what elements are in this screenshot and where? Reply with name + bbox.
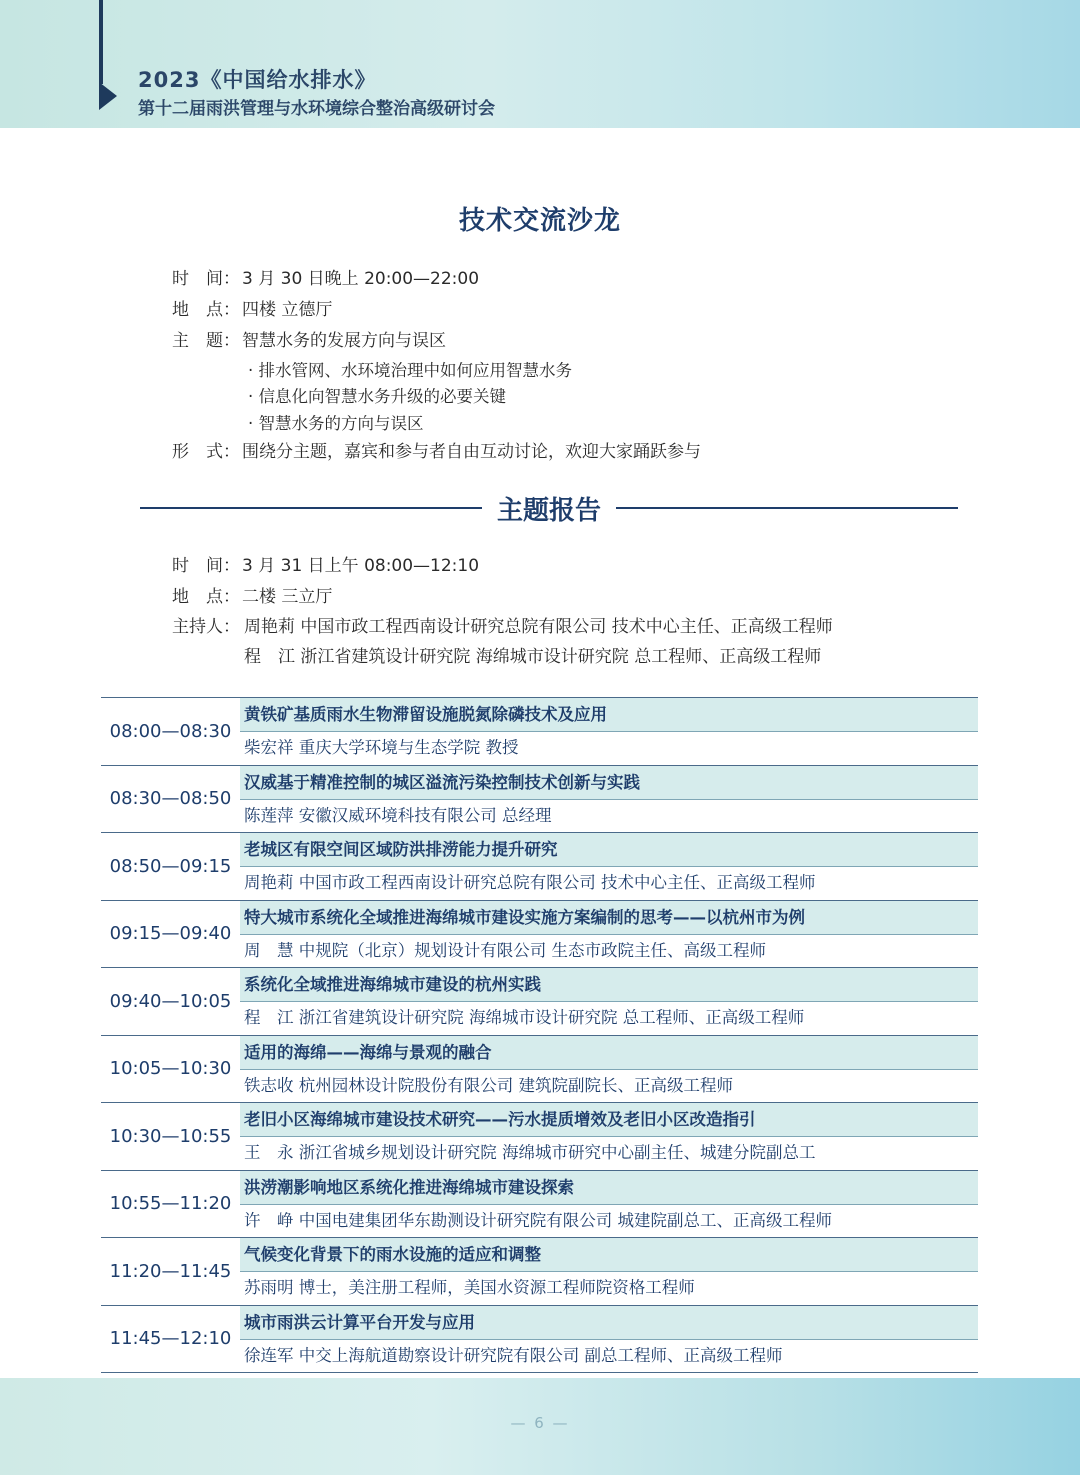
schedule-speaker: 柴宏祥 重庆大学环境与生态学院 教授 bbox=[244, 738, 519, 757]
schedule-topic: 特大城市系统化全域推进海绵城市建设实施方案编制的思考——以杭州市为例 bbox=[240, 901, 978, 935]
salon-format-value: 围绕分主题，嘉宾和参与者自由互动讨论，欢迎大家踊跃参与 bbox=[242, 442, 701, 462]
schedule-speaker: 徐连军 中交上海航道勘察设计研究院有限公司 副总工程师、正高级工程师 bbox=[244, 1345, 783, 1365]
report-place-label: 地 点： bbox=[172, 587, 240, 607]
header-band bbox=[0, 0, 1080, 128]
report-place bbox=[172, 582, 332, 607]
schedule-speaker: 许 峥 中国电建集团华东勘测设计研究院有限公司 城建院副总工、正高级工程师 bbox=[244, 1210, 832, 1230]
schedule-time: 10:30—10:55 bbox=[109, 1125, 232, 1147]
schedule-speaker: 苏雨明 博士，美注册工程师，美国水资源工程师院资格工程师 bbox=[244, 1278, 695, 1297]
schedule-topic: 气候变化背景下的雨水设施的适应和调整 bbox=[240, 1238, 978, 1272]
schedule-row bbox=[101, 1306, 978, 1374]
report-host-2: 程 江 浙江省建筑设计研究院 海绵城市设计研究院 总工程师、正高级工程师 bbox=[244, 647, 822, 667]
salon-theme-label: 主 题： bbox=[172, 331, 240, 351]
report-time bbox=[172, 551, 479, 576]
schedule-speaker: 王 永 浙江省城乡规划设计研究院 海绵城市研究中心副主任、城建分院副总工 bbox=[244, 1143, 816, 1162]
schedule-topic: 汉威基于精准控制的城区溢流污染控制技术创新与实践 bbox=[240, 766, 978, 800]
schedule-row bbox=[101, 1103, 978, 1171]
salon-theme-value: 智慧水务的发展方向与误区 bbox=[242, 331, 446, 351]
salon-time bbox=[172, 264, 479, 289]
schedule-row bbox=[101, 901, 978, 969]
schedule-speaker: 程 江 浙江省建筑设计研究院 海绵城市设计研究院 总工程师、正高级工程师 bbox=[244, 1008, 805, 1027]
schedule-time: 08:50—09:15 bbox=[109, 855, 232, 877]
report-title: 主题报告 bbox=[496, 496, 601, 526]
schedule-time: 10:55—11:20 bbox=[109, 1193, 232, 1215]
schedule-speaker: 铁志收 杭州园林设计院股份有限公司 建筑院副院长、正高级工程师 bbox=[244, 1075, 733, 1095]
schedule-row bbox=[101, 968, 978, 1036]
report-section-heading bbox=[140, 488, 958, 528]
schedule-speaker: 周艳莉 中国市政工程西南设计研究总院有限公司 技术中心主任、正高级工程师 bbox=[244, 873, 816, 892]
report-time-label: 时 间： bbox=[172, 556, 240, 576]
schedule-row bbox=[101, 698, 978, 766]
header-accent-bar bbox=[99, 0, 103, 84]
salon-time-value: 3 月 30 日晚上 20:00—22:00 bbox=[242, 269, 480, 289]
report-time-value: 3 月 31 日上午 08:00—12:10 bbox=[242, 556, 480, 576]
page-number: — 6 — bbox=[510, 1414, 570, 1432]
schedule-time: 10:05—10:30 bbox=[109, 1058, 232, 1080]
salon-format bbox=[172, 437, 701, 462]
schedule-row bbox=[101, 833, 978, 901]
schedule-speaker: 周 慧 中规院（北京）规划设计有限公司 生态市政院主任、高级工程师 bbox=[244, 940, 766, 960]
report-host-label: 主持人： bbox=[172, 617, 240, 637]
schedule-time: 09:15—09:40 bbox=[109, 923, 232, 945]
schedule-topic: 黄铁矿基质雨水生物滞留设施脱氮除磷技术及应用 bbox=[240, 698, 978, 732]
salon-theme bbox=[172, 326, 446, 351]
report-host-1: 周艳莉 中国市政工程西南设计研究总院有限公司 技术中心主任、正高级工程师 bbox=[244, 617, 833, 637]
salon-format-label: 形 式： bbox=[172, 442, 240, 462]
schedule-topic: 老旧小区海绵城市建设技术研究——污水提质增效及老旧小区改造指引 bbox=[240, 1103, 978, 1137]
header-triangle-icon bbox=[99, 82, 117, 110]
schedule-topic: 系统化全域推进海绵城市建设的杭州实践 bbox=[240, 968, 978, 1002]
salon-place-label: 地 点： bbox=[172, 300, 240, 320]
schedule-topic: 适用的海绵——海绵与景观的融合 bbox=[240, 1036, 978, 1070]
schedule-table bbox=[101, 697, 978, 1373]
salon-bullet: · 智慧水务的方向与误区 bbox=[248, 414, 424, 433]
schedule-row bbox=[101, 1171, 978, 1239]
salon-place-value: 四楼 立德厅 bbox=[242, 300, 333, 320]
schedule-topic: 城市雨洪云计算平台开发与应用 bbox=[240, 1306, 978, 1340]
schedule-row bbox=[101, 1036, 978, 1104]
schedule-row bbox=[101, 766, 978, 834]
salon-bullet: · 排水管网、水环境治理中如何应用智慧水务 bbox=[248, 361, 572, 380]
schedule-row bbox=[101, 1238, 978, 1306]
schedule-time: 08:00—08:30 bbox=[109, 720, 232, 742]
salon-place bbox=[172, 295, 332, 320]
header-subtitle: 第十二届雨洪管理与水环境综合整治高级研讨会 bbox=[138, 99, 495, 119]
schedule-speaker: 陈莲萍 安徽汉威环境科技有限公司 总经理 bbox=[244, 805, 552, 825]
report-place-value: 二楼 三立厅 bbox=[242, 587, 333, 607]
salon-time-label: 时 间： bbox=[172, 269, 240, 289]
schedule-topic: 洪涝潮影响地区系统化推进海绵城市建设探索 bbox=[240, 1171, 978, 1205]
salon-bullet: · 信息化向智慧水务升级的必要关键 bbox=[248, 387, 506, 406]
report-host bbox=[172, 612, 833, 637]
header-title: 2023《中国给水排水》 bbox=[138, 68, 377, 92]
schedule-topic: 老城区有限空间区域防洪排涝能力提升研究 bbox=[240, 833, 978, 867]
schedule-time: 09:40—10:05 bbox=[109, 990, 232, 1012]
schedule-time: 11:45—12:10 bbox=[109, 1328, 232, 1350]
schedule-time: 11:20—11:45 bbox=[109, 1260, 232, 1282]
salon-title: 技术交流沙龙 bbox=[458, 206, 621, 236]
schedule-time: 08:30—08:50 bbox=[109, 788, 232, 810]
